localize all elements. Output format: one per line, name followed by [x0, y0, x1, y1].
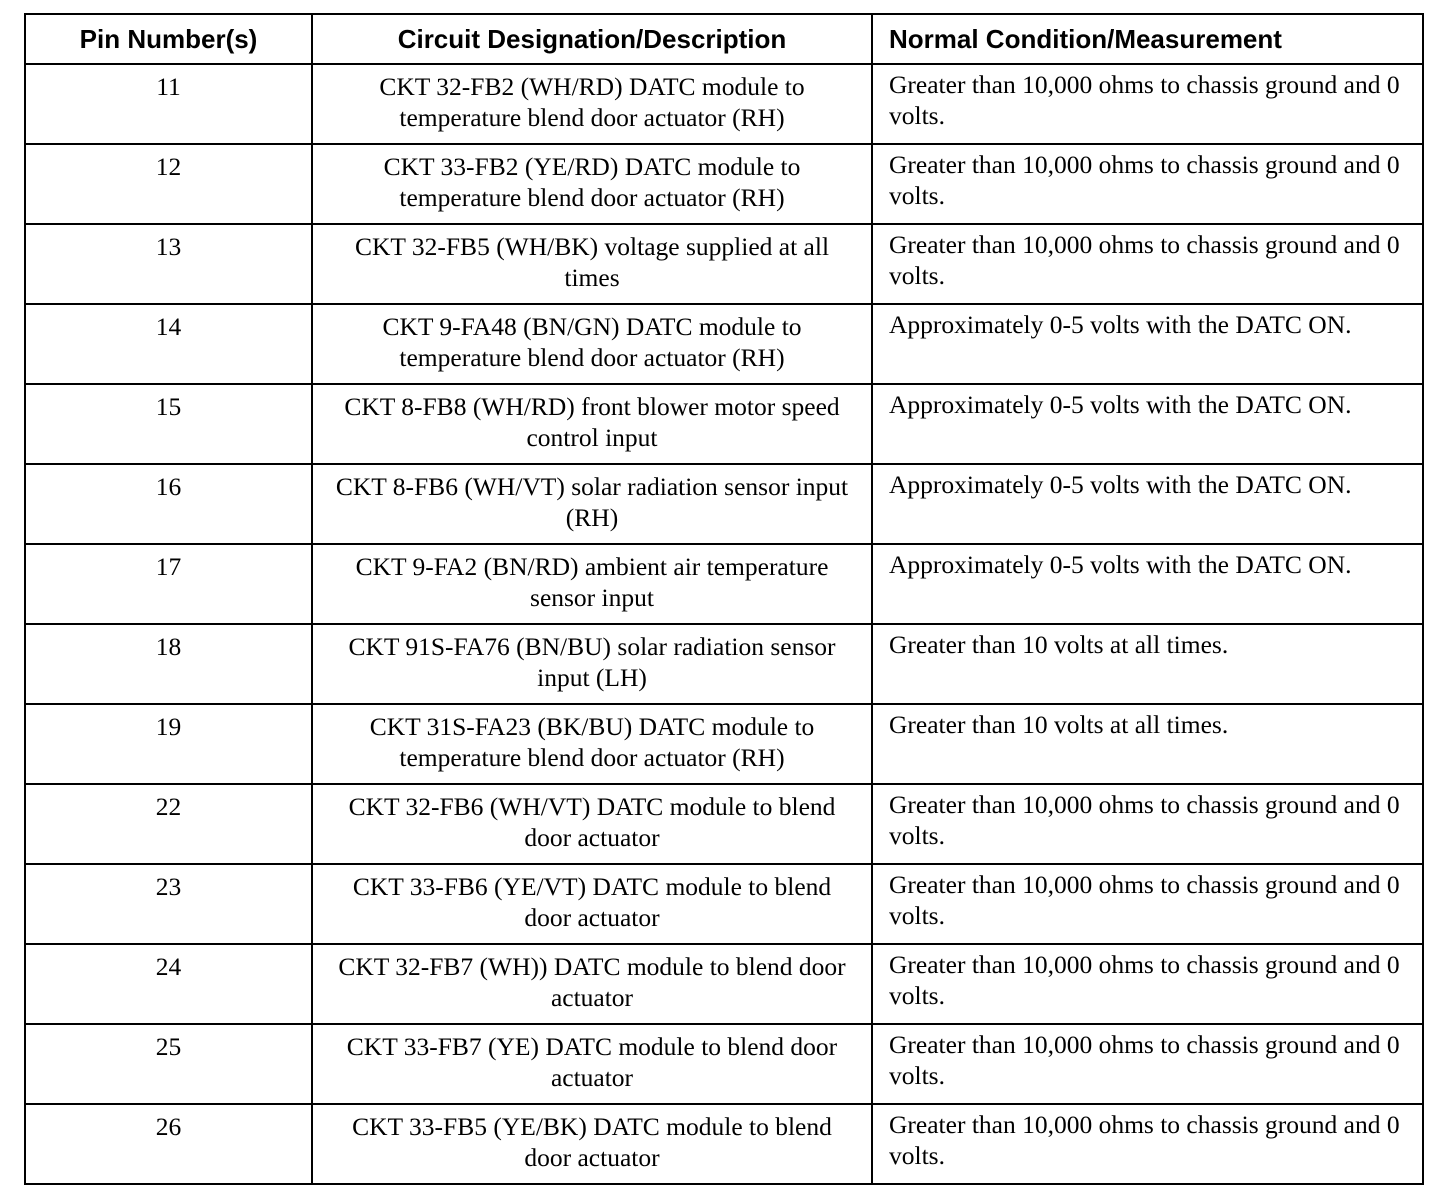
- pin-number-cell: 26: [25, 1104, 312, 1184]
- table-row: [25, 1104, 1423, 1184]
- normal-condition-cell: Approximately 0-5 volts with the DATC ON.: [872, 384, 1423, 464]
- pin-number-cell: 17: [25, 544, 312, 624]
- circuit-description-cell: CKT 32-FB5 (WH/BK) voltage supplied at all times: [312, 224, 872, 304]
- table-row: [25, 864, 1423, 944]
- circuit-description-cell: CKT 32-FB6 (WH/VT) DATC module to blend door actuator: [312, 784, 872, 864]
- normal-condition-cell: Greater than 10,000 ohms to chassis ground and 0 volts.: [872, 1104, 1423, 1184]
- circuit-description-cell: CKT 8-FB6 (WH/VT) solar radiation sensor input (RH): [312, 464, 872, 544]
- normal-condition-cell: Approximately 0-5 volts with the DATC ON.: [872, 544, 1423, 624]
- pin-number-cell: 22: [25, 784, 312, 864]
- pin-number-cell: 23: [25, 864, 312, 944]
- header-pin-number: Pin Number(s): [25, 14, 312, 64]
- table-row: [25, 704, 1423, 784]
- table-row: [25, 544, 1423, 624]
- circuit-description-cell: CKT 33-FB7 (YE) DATC module to blend door actuator: [312, 1024, 872, 1104]
- pin-circuit-table: [24, 13, 1424, 1185]
- table-row: [25, 1024, 1423, 1104]
- table-row: [25, 304, 1423, 384]
- circuit-description-cell: CKT 91S-FA76 (BN/BU) solar radiation sensor input (LH): [312, 624, 872, 704]
- circuit-description-cell: CKT 33-FB2 (YE/RD) DATC module to temperature blend door actuator (RH): [312, 144, 872, 224]
- pin-table-document: [24, 13, 1422, 1185]
- circuit-description-cell: CKT 31S-FA23 (BK/BU) DATC module to temperature blend door actuator (RH): [312, 704, 872, 784]
- normal-condition-cell: Greater than 10,000 ohms to chassis ground and 0 volts.: [872, 64, 1423, 144]
- pin-number-cell: 11: [25, 64, 312, 144]
- pin-number-cell: 19: [25, 704, 312, 784]
- normal-condition-cell: Greater than 10,000 ohms to chassis ground and 0 volts.: [872, 784, 1423, 864]
- normal-condition-cell: Greater than 10,000 ohms to chassis ground and 0 volts.: [872, 1024, 1423, 1104]
- pin-number-cell: 15: [25, 384, 312, 464]
- pin-number-cell: 14: [25, 304, 312, 384]
- circuit-description-cell: CKT 8-FB8 (WH/RD) front blower motor speed control input: [312, 384, 872, 464]
- circuit-description-cell: CKT 9-FA48 (BN/GN) DATC module to temperature blend door actuator (RH): [312, 304, 872, 384]
- table-row: [25, 464, 1423, 544]
- table-body: [25, 64, 1423, 1184]
- normal-condition-cell: Greater than 10 volts at all times.: [872, 624, 1423, 704]
- normal-condition-cell: Approximately 0-5 volts with the DATC ON.: [872, 464, 1423, 544]
- table-row: [25, 64, 1423, 144]
- normal-condition-cell: Greater than 10,000 ohms to chassis ground and 0 volts.: [872, 224, 1423, 304]
- header-circuit-designation: Circuit Designation/Description: [312, 14, 872, 64]
- circuit-description-cell: CKT 32-FB7 (WH)) DATC module to blend door actuator: [312, 944, 872, 1024]
- normal-condition-cell: Approximately 0-5 volts with the DATC ON.: [872, 304, 1423, 384]
- normal-condition-cell: Greater than 10 volts at all times.: [872, 704, 1423, 784]
- table-row: [25, 384, 1423, 464]
- pin-number-cell: 13: [25, 224, 312, 304]
- table-row: [25, 784, 1423, 864]
- table-row: [25, 224, 1423, 304]
- pin-number-cell: 18: [25, 624, 312, 704]
- normal-condition-cell: Greater than 10,000 ohms to chassis ground and 0 volts.: [872, 144, 1423, 224]
- header-row: [25, 14, 1423, 64]
- circuit-description-cell: CKT 33-FB5 (YE/BK) DATC module to blend door actuator: [312, 1104, 872, 1184]
- table-row: [25, 624, 1423, 704]
- table-row: [25, 944, 1423, 1024]
- pin-number-cell: 25: [25, 1024, 312, 1104]
- pin-number-cell: 12: [25, 144, 312, 224]
- table-header: [25, 14, 1423, 64]
- normal-condition-cell: Greater than 10,000 ohms to chassis ground and 0 volts.: [872, 944, 1423, 1024]
- circuit-description-cell: CKT 32-FB2 (WH/RD) DATC module to temperature blend door actuator (RH): [312, 64, 872, 144]
- normal-condition-cell: Greater than 10,000 ohms to chassis ground and 0 volts.: [872, 864, 1423, 944]
- pin-number-cell: 16: [25, 464, 312, 544]
- circuit-description-cell: CKT 33-FB6 (YE/VT) DATC module to blend door actuator: [312, 864, 872, 944]
- pin-number-cell: 24: [25, 944, 312, 1024]
- circuit-description-cell: CKT 9-FA2 (BN/RD) ambient air temperature sensor input: [312, 544, 872, 624]
- header-normal-condition: Normal Condition/Measurement: [872, 14, 1423, 64]
- table-row: [25, 144, 1423, 224]
